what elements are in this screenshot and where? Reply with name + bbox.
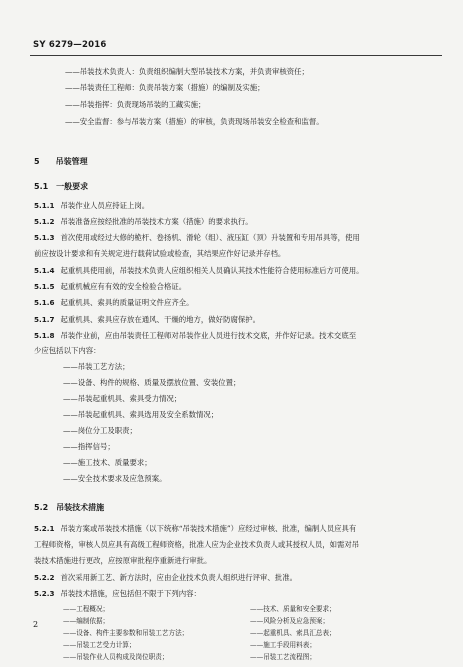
subsection-number: 5.2 <box>34 503 49 512</box>
list-item: ——吊装作业人员构成及岗位职责； <box>63 653 169 661</box>
section-number: 5 <box>34 157 40 166</box>
clause: 5.1.2 吊装准备应按经批准的吊装技术方案（措施）的要求执行。 <box>34 217 253 226</box>
list-item: ——吊装起重机具、索具选用及安全系数情况； <box>63 410 219 419</box>
list-item: ——设备、构件主要参数和吊装工艺方法； <box>63 629 189 637</box>
section-heading <box>34 156 88 167</box>
clause: 5.2.1 吊装方案或吊装技术措施（以下统称“吊装技术措施”）应经过审核、批准，编制人员应具有 <box>34 524 357 533</box>
subsection-number: 5.1 <box>34 182 49 191</box>
clause: 5.1.4 起重机具使用前，吊装技术负责人应组织相关人员确认其技术性能符合使用标准后方可使用。 <box>34 266 364 275</box>
list-item: ——工程概况； <box>63 605 110 613</box>
clause: 5.1.1 吊装作业人员应持证上岗。 <box>34 201 150 210</box>
clause: 5.1.6 起重机具、索具的质量证明文件应齐全。 <box>34 298 194 307</box>
list-item: ——指挥信号； <box>63 442 115 451</box>
list-item: ——吊装起重机具、索具受力情况； <box>63 394 182 403</box>
role-item: ——吊装责任工程师：负责吊装方案（措施）的编制及实施； <box>65 83 265 92</box>
clause: 5.1.5 起重机械应有有效的安全检验合格证。 <box>34 282 187 291</box>
subsection-heading <box>34 181 88 192</box>
list-item: ——编制依据； <box>63 617 110 625</box>
list-item: ——吊装工艺流程图； <box>250 653 316 661</box>
clause-continuation: 前应按设计要求和有关规定进行载荷试验或检查，其结果应作好记录并存档。 <box>34 249 286 258</box>
section-title: 吊装管理 <box>55 157 88 166</box>
role-item: ——吊装技术负责人：负责组织编制大型吊装技术方案，并负责审核资任； <box>65 67 309 76</box>
list-item: ——起重机具、索具汇总表； <box>250 629 336 637</box>
list-item: ——技术、质量和安全要求； <box>250 605 336 613</box>
subsection-heading <box>34 502 104 513</box>
list-item: ——安全技术要求及应急预案。 <box>63 474 167 483</box>
subsection-title: 一般要求 <box>56 182 89 191</box>
list-item: ——吊装工艺方法； <box>63 362 130 371</box>
list-item: ——风险分析及应急预案； <box>250 617 330 625</box>
subsection-title: 吊装技术措施 <box>56 503 105 512</box>
clause: 5.2.3 吊装技术措施，应包括但不限于下列内容： <box>34 589 201 598</box>
list-item: ——岗位分工及职责； <box>63 426 137 435</box>
role-item: ——吊装指挥：负责现场吊装的工藏实施； <box>65 100 206 109</box>
clause-continuation: 工程师资格，审核人员应具有高级工程师资格，批准人应为企业技术负责人或其授权人员，如需对吊 <box>34 540 360 549</box>
clause-continuation: 装技术措施进行更改，应按原审批程序重新进行审批。 <box>34 556 212 565</box>
list-item: ——吊装工艺受力计算； <box>63 641 136 649</box>
page-number: 2 <box>33 620 39 629</box>
clause: 5.1.3 首次使用或经过大修的桅杆、卷扬机、滑轮（组）、液压缸（顶）升装置和专用吊具等，使用 <box>34 233 360 242</box>
list-item: ——施工技术、质量要求； <box>63 458 152 467</box>
list-item: ——施工手段用料表； <box>250 641 316 649</box>
clause: 5.1.7 起重机具、索具应存放在通风、干燥的地方，做好防腐保护。 <box>34 315 261 324</box>
clause: 5.2.2 首次采用新工艺、新方法时，应由企业技术负责人组织进行评审、批准。 <box>34 573 297 582</box>
clause-continuation: 少应包括以下内容： <box>34 346 101 355</box>
clause: 5.1.8 吊装作业前，应由吊装责任工程师对吊装作业人员进行技术交底，并作好记录。技术交底至 <box>34 331 357 340</box>
role-item: ——安全监督：参与吊装方案（措施）的审核，负责现场吊装安全检查和监督。 <box>65 117 324 126</box>
list-item: ——设备、构件的规格、质量及摆放位置、安装位置； <box>63 378 241 387</box>
header-rule <box>30 55 442 56</box>
document-header: SY 6279—2016 <box>33 40 107 50</box>
